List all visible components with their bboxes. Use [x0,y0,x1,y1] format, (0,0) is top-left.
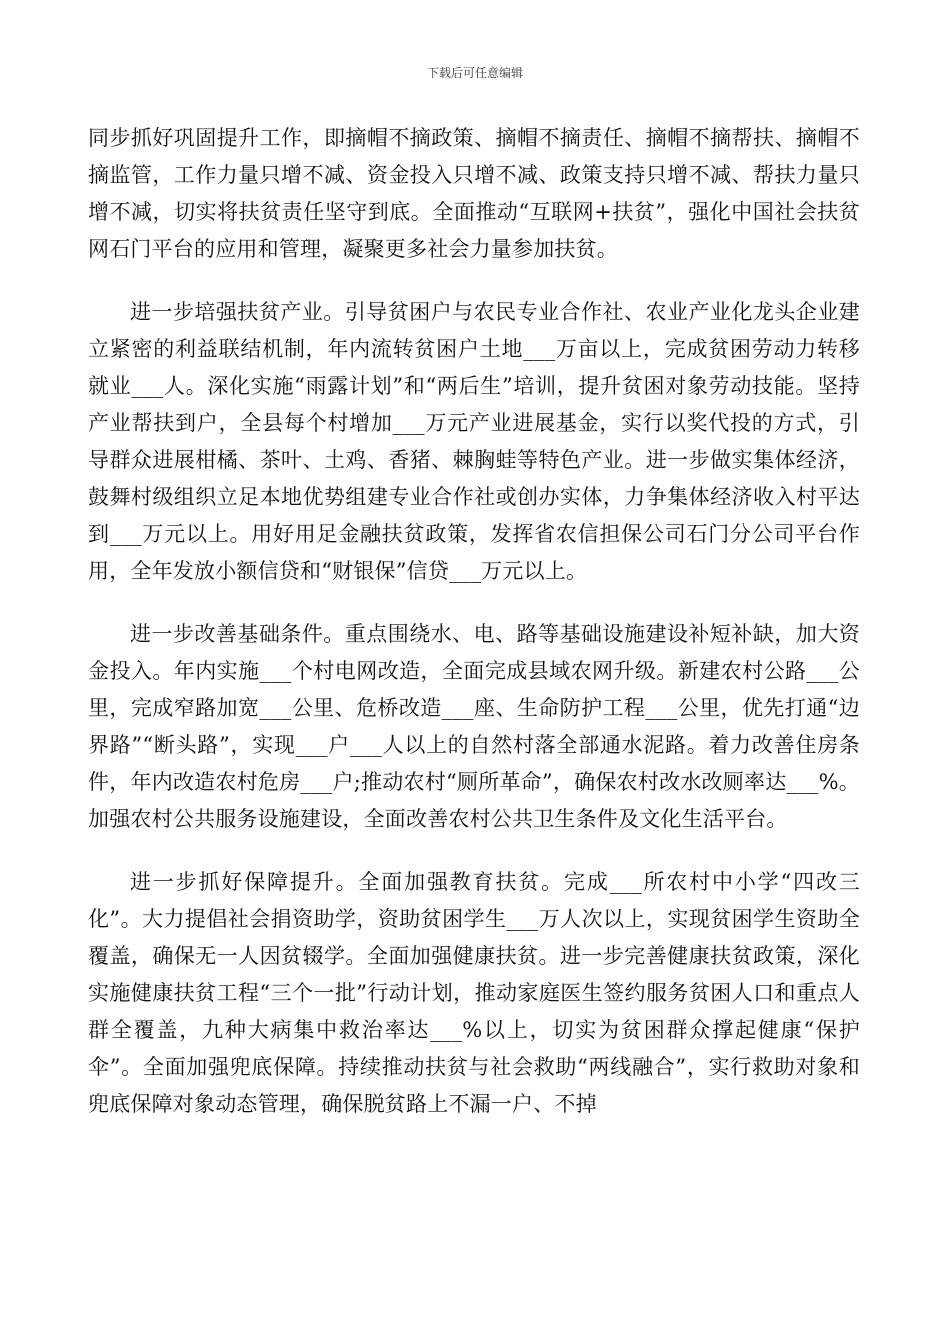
paragraph-security: 进一步抓好保障提升。全面加强教育扶贫。完成___所农村中小学“四改三化”。大力提倡社会捐资助学，资助贫困学生___万人次以上，实现贫困学生资助全覆盖，确保无一人因贫辍学。全面加强健康扶贫。进一步完善健康扶贫政策，深化实施健康扶贫工程“三个一批”行动计划，推动家庭医生签约服务贫困人口和重点人群全覆盖，九种大病集中救治率达___%以上，切实为贫困群众撑起健康“保护伞”。全面加强兜底保障。持续推动扶贫与社会救助“两线融合”，实行救助对象和兜底保障对象动态管理，确保脱贫路上不漏一户、不掉 [88,870,860,1116]
document-body [88,120,860,1149]
paragraph-continuation: 同步抓好巩固提升工作，即摘帽不摘政策、摘帽不摘责任、摘帽不摘帮扶、摘帽不摘监管，工作力量只增不减、资金投入只增不减、政策支持只增不减、帮扶力量只增不减，切实将扶贫责任坚守到底。全面推动“互联网+扶贫”，强化中国社会扶贫网石门平台的应用和管理，凝聚更多社会力量参加扶贫。 [88,126,860,261]
paragraph-infrastructure: 进一步改善基础条件。重点围绕水、电、路等基础设施建设补短补缺，加大资金投入。年内实施___个村电网改造，全面完成县域农网升级。新建农村公路___公里，完成窄路加宽___公里、危桥改造___座、生命防护工程___公里，优先打通“边界路”“断头路”，实现___户___人以上的自然村落全部通水泥路。着力改善住房条件，年内改造农村危房___户;推动农村“厕所革命”，确保农村改水改厕率达___%。加强农村公共服务设施建设，全面改善农村公共卫生条件及文化生活平台。 [88,622,860,831]
paragraph-industry: 进一步培强扶贫产业。引导贫困户与农民专业合作社、农业产业化龙头企业建立紧密的利益联结机制，年内流转贫困户土地___万亩以上，完成贫困劳动力转移就业___人。深化实施“雨露计划”和“两后生”培训，提升贫困对象劳动技能。坚持产业帮扶到户，全县每个村增加___万元产业进展基金，实行以奖代投的方式，引导群众进展柑橘、茶叶、土鸡、香猪、棘胸蛙等特色产业。进一步做实集体经济，鼓舞村级组织立足本地优势组建专业合作社或创办实体，力争集体经济收入村平达到___万元以上。用好用足金融扶贫政策，发挥省农信担保公司石门分公司平台作用，全年发放小额信贷和“财银保”信贷___万元以上。 [88,300,860,583]
page-header: 下载后可任意编辑 [426,66,523,80]
